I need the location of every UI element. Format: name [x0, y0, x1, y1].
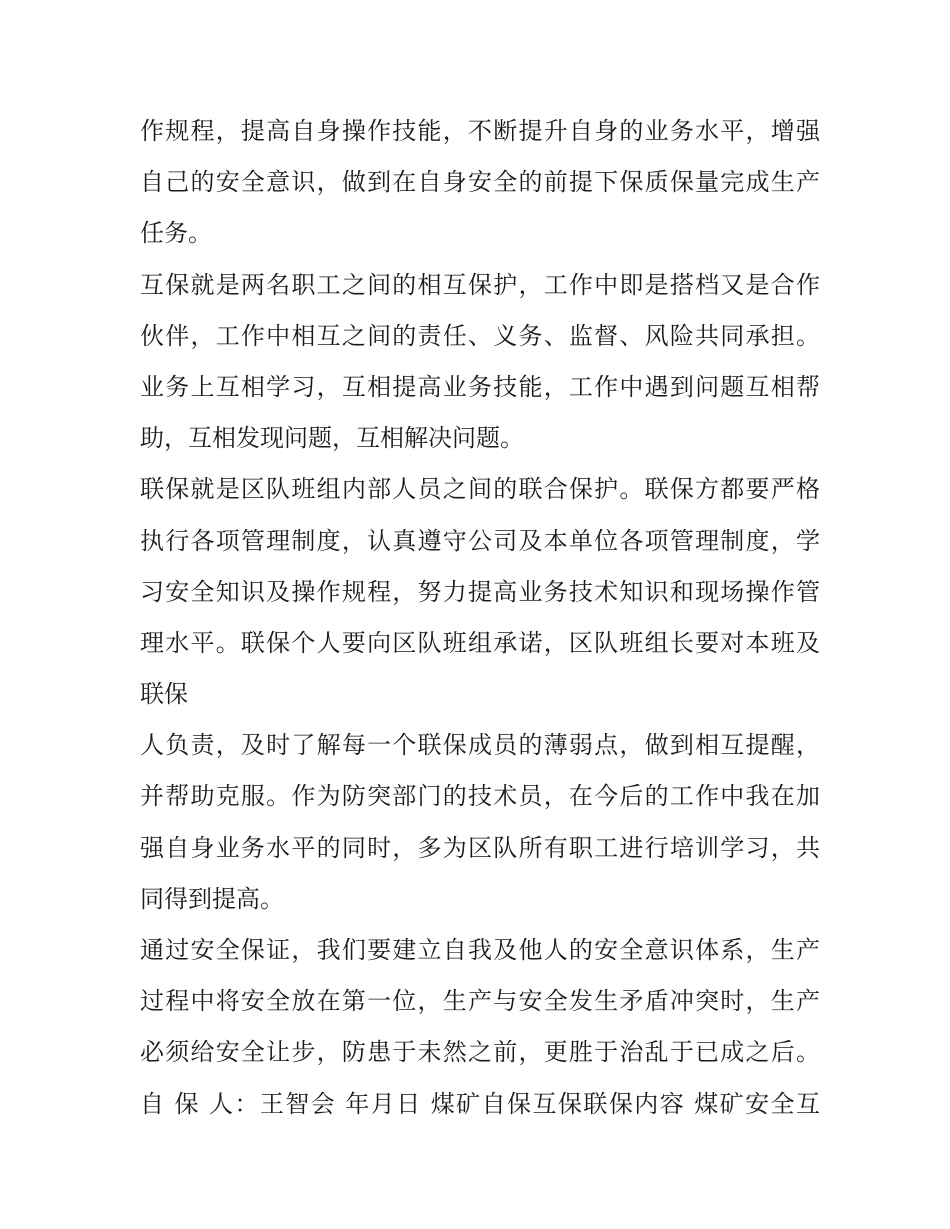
text-line: 执行各项管理制度，认真遵守公司及本单位各项管理制度，学	[140, 526, 820, 555]
text-line: 必须给安全让步，防患于未然之前，更胜于治乱于已成之后。	[140, 1038, 820, 1067]
text-line: 习安全知识及操作规程，努力提高业务技术知识和现场操作管	[140, 577, 820, 606]
text-line: 同得到提高。	[140, 884, 284, 913]
text-line: 互保就是两名职工之间的相互保护，工作中即是搭档又是合作	[140, 270, 820, 299]
text-line: 过程中将安全放在第一位，生产与安全发生矛盾冲突时，生产	[140, 987, 820, 1016]
text-line: 联保	[140, 680, 188, 709]
text-line: 自 保 人：王智会 年月日 煤矿自保互保联保内容 煤矿安全互	[140, 1089, 820, 1118]
text-line: 任务。	[140, 219, 212, 248]
text-line: 通过安全保证，我们要建立自我及他人的安全意识体系，生产	[140, 936, 820, 964]
text-line: 理水平。联保个人要向区队班组承诺，区队班组长要对本班及	[140, 628, 820, 657]
text-line: 联保就是区队班组内部人员之间的联合保护。联保方都要严格	[140, 475, 820, 504]
text-line: 作规程，提高自身操作技能，不断提升自身的业务水平，增强	[140, 117, 820, 145]
text-line: 人负责，及时了解每一个联保成员的薄弱点，做到相互提醒，	[140, 731, 820, 760]
text-line: 业务上互相学习，互相提高业务技能，工作中遇到问题互相帮	[140, 372, 820, 401]
text-line: 并帮助克服。作为防突部门的技术员，在今后的工作中我在加	[140, 782, 820, 811]
text-line: 自己的安全意识，做到在自身安全的前提下保质保量完成生产	[140, 168, 820, 197]
text-line: 强自身业务水平的同时，多为区队所有职工进行培训学习，共	[140, 833, 820, 862]
text-line: 伙伴，工作中相互之间的责任、义务、监督、风险共同承担。	[140, 321, 820, 350]
text-line: 助，互相发现问题，互相解决问题。	[140, 424, 524, 453]
document-body	[140, 106, 820, 1130]
